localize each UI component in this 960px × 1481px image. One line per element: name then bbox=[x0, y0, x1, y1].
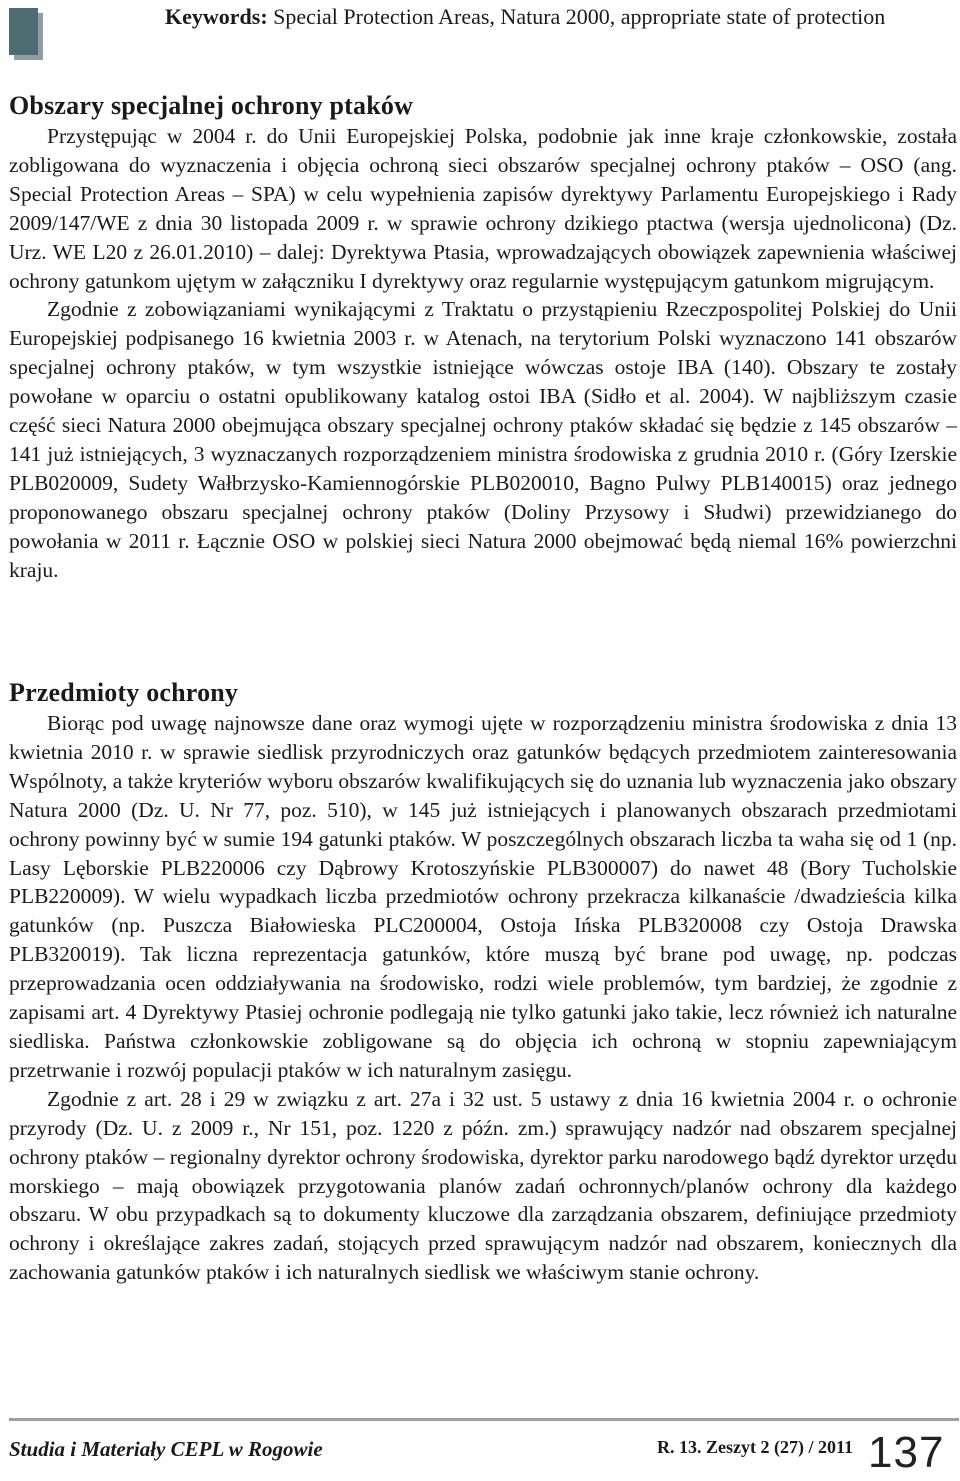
section-body-oso bbox=[9, 122, 957, 585]
paragraph: Zgodnie z zobowiązaniami wynikającymi z Traktatu o przystąpieniu Rzeczpospolitej Polskiej do Unii Europejskiej podpisanego 16 kwietnia 2003 r. w Atenach, na terytorium Polski wyznaczono 141 obszarów specjalnej ochrony ptaków, w tym wszystkie istniejące wówczas ostoje IBA (140). Obszary te zostały powołane w oparciu o ostatni opublikowany katalog ostoi IBA (Sidło et al. 2004). W najbliższym czasie część sieci Natura 2000 obejmująca obszary specjalnej ochrony ptaków składać się będzie z 145 obszarów – 141 już istniejących, 3 wyznaczanych rozporządzeniem ministra środowiska z grudnia 2010 r. (Góry Izerskie PLB020009, Sudety Wałbrzysko-Kamiennogórskie PLB020010, Bagno Pulwy PLB140015) oraz jednego proponowanego obszaru specjalnej ochrony ptaków (Doliny Przysowy i Słudwi) przewidzianego do powołania w 2011 r. Łącznie OSO w polskiej sieci Natura 2000 obejmować będą niemal 16% powierzchni kraju. bbox=[9, 297, 957, 582]
footer-divider bbox=[9, 1418, 959, 1421]
keywords-line bbox=[165, 2, 955, 31]
keywords-text: Special Protection Areas, Natura 2000, appropriate state of protection bbox=[273, 4, 886, 29]
page-number: 137 bbox=[868, 1428, 945, 1477]
section-heading-oso: Obszary specjalnej ochrony ptaków bbox=[9, 91, 414, 120]
section-marker-icon bbox=[9, 8, 43, 60]
journal-title: Studia i Materiały CEPL w Rogowie bbox=[9, 1437, 323, 1461]
paragraph: Biorąc pod uwagę najnowsze dane oraz wymogi ujęte w rozporządzeniu ministra środowiska z dnia 13 kwietnia 2010 r. w sprawie siedlisk przyrodniczych oraz gatunków będących przedmiotem zainteresowania Wspólnoty, a także kryteriów wyboru obszarów kwalifikujących się do uznania lub wyznaczenia jako obszary Natura 2000 (Dz. U. Nr 77, poz. 510), w 145 już istniejących i planowanych obszarach przedmiotami ochrony powinny być w sumie 194 gatunki ptaków. W poszczególnych obszarach liczba ta waha się od 1 (np. Lasy Lęborskie PLB220006 czy Dąbrowy Krotoszyńskie PLB300007) do nawet 48 (Bory Tucholskie PLB220009). W wielu wypadkach liczba przedmiotów ochrony przekracza kilkanaście /dwadzieścia kilka gatunków (np. Puszcza Białowieska PLC200004, Ostoja Ińska PLB320008 czy Ostoja Drawska PLB320019). Tak liczna reprezentacja gatunków, które muszą być brane pod uwagę, np. podczas przeprowadzania ocen oddziaływania na środowisko, rodzi wiele problemów, tym bardziej, że zgodnie z zapisami art. 4 Dyrektywy Ptasiej ochronie podlegają nie tylko gatunki jako takie, lecz również ich naturalne siedliska. Państwa członkowskie zobligowane są do objęcia ich ochroną w stopniu zapewniającym przetrwanie i rozwój populacji ptaków w ich naturalnym zasięgu. bbox=[9, 711, 957, 1082]
marker-block bbox=[9, 8, 38, 55]
paragraph: Zgodnie z art. 28 i 29 w związku z art. 27a i 32 ust. 5 ustawy z dnia 16 kwietnia 2004 r. o ochronie przyrody (Dz. U. z 2009 r., Nr 151, poz. 1220 z późn. zm.) sprawujący nadzór nad obszarem specjalnej ochrony ptaków – regionalny dyrektor ochrony środowiska, dyrektor parku narodowego bądź dyrektor urzędu morskiego – mają obowiązek przygotowania planów zadań ochronnych/planów ochrony dla każdego obszaru. W obu przypadkach są to dokumenty kluczowe dla zarządzania obszarem, definiujące przedmioty ochrony i określające zakres zadań, stojących przed sprawującym nadzór nad obszarem, koniecznych dla zachowania gatunków ptaków i ich naturalnych siedlisk we właściwym stanie ochrony. bbox=[9, 1086, 957, 1285]
keywords-label: Keywords: bbox=[165, 4, 268, 29]
issue-info: R. 13. Zeszyt 2 (27) / 2011 bbox=[657, 1437, 853, 1457]
section-heading-przedmioty: Przedmioty ochrony bbox=[9, 678, 239, 707]
paragraph: Przystępując w 2004 r. do Unii Europejskiej Polska, podobnie jak inne kraje członkowskie, została zobligowana do wyznaczenia i objęcia ochroną sieci obszarów specjalnej ochrony ptaków – OSO (ang. Special Protection Areas – SPA) w celu wypełnienia zapisów dyrektywy Parlamentu Europejskiego i Rady 2009/147/WE z dnia 30 listopada 2009 r. w sprawie ochrony dzikiego ptactwa (wersja ujednolicona) (Dz. Urz. WE L20 z 26.01.2010) – dalej: Dyrektywa Ptasia, wprowadzających obowiązek zapewnienia właściwej ochrony gatunkom ujętym w załączniku I dyrektywy oraz regularnie występującym gatunkom migrującym. bbox=[9, 124, 957, 293]
section-body-przedmioty bbox=[9, 709, 957, 1287]
